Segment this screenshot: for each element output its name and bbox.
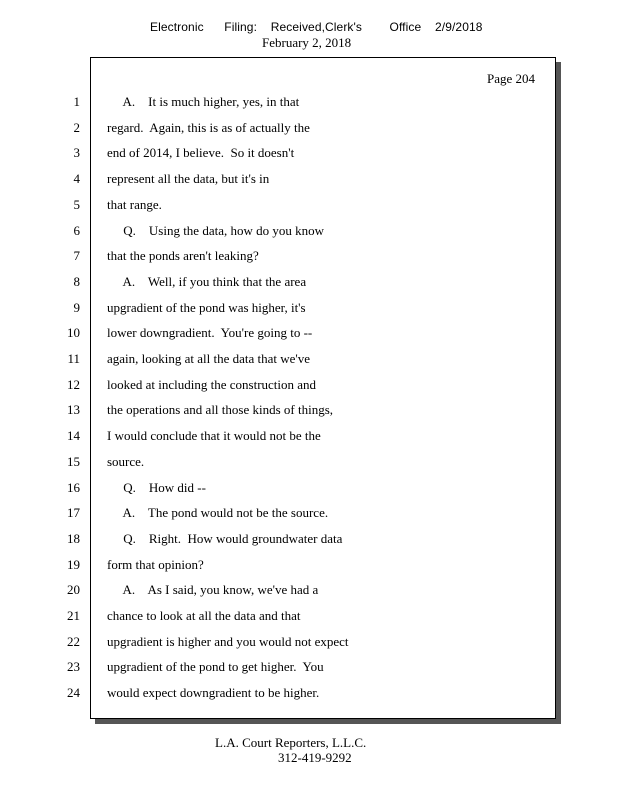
line-text: again, looking at all the data that we've xyxy=(107,351,311,366)
line-text: A. As I said, you know, we've had a xyxy=(107,582,319,597)
line-number: 8 xyxy=(73,274,80,289)
line-text: Q. How did -- xyxy=(107,480,206,495)
line-number: 15 xyxy=(67,454,80,469)
line-text: regard. Again, this is as of actually the xyxy=(107,120,310,135)
line-number: 9 xyxy=(73,300,80,315)
line-text: A. Well, if you think that the area xyxy=(107,274,307,289)
line-text: Q. Using the data, how do you know xyxy=(107,223,325,238)
line-text: represent all the data, but it's in xyxy=(107,171,270,186)
line-number: 7 xyxy=(73,248,80,263)
line-text: upgradient is higher and you would not expect xyxy=(107,634,349,649)
filing-word-received: Received,Clerk's xyxy=(270,20,363,34)
line-number: 13 xyxy=(67,402,80,417)
filing-word-electronic: Electronic xyxy=(150,20,204,34)
line-text: upgradient of the pond was higher, it's xyxy=(107,300,306,315)
line-text: form that opinion? xyxy=(107,557,204,572)
line-number: 17 xyxy=(67,505,80,520)
line-number: 4 xyxy=(73,171,80,186)
line-text: chance to look at all the data and that xyxy=(107,608,301,623)
filing-date-stamp: 2/9/2018 xyxy=(435,20,483,34)
line-text: the operations and all those kinds of things, xyxy=(107,402,334,417)
page-number: Page 204 xyxy=(487,71,536,86)
line-text: I would conclude that it would not be the xyxy=(107,428,321,443)
line-text: upgradient of the pond to get higher. You xyxy=(107,659,324,674)
line-text: that range. xyxy=(107,197,162,212)
line-text: source. xyxy=(107,454,145,469)
line-text: that the ponds aren't leaking? xyxy=(107,248,259,263)
line-number: 23 xyxy=(67,659,80,674)
transcript-date: February 2, 2018 xyxy=(262,35,352,50)
filing-word-office: Office xyxy=(389,20,422,34)
line-number: 6 xyxy=(73,223,80,238)
line-number: 12 xyxy=(67,377,80,392)
filing-stamp xyxy=(150,20,483,34)
line-number: 18 xyxy=(67,531,80,546)
line-number: 16 xyxy=(67,480,80,495)
filing-word-filing: Filing: xyxy=(224,20,258,34)
reporter-company: L.A. Court Reporters, L.L.C. xyxy=(215,735,367,750)
line-number: 11 xyxy=(67,351,80,366)
line-number: 10 xyxy=(67,325,80,340)
line-number: 14 xyxy=(67,428,80,443)
line-text: A. The pond would not be the source. xyxy=(107,505,329,520)
line-text: looked at including the construction and xyxy=(107,377,317,392)
line-text: lower downgradient. You're going to -- xyxy=(107,325,313,340)
line-text: would expect downgradient to be higher. xyxy=(107,685,320,700)
line-text: Q. Right. How would groundwater data xyxy=(107,531,343,546)
reporter-phone: 312-419-9292 xyxy=(278,750,352,765)
line-number: 3 xyxy=(73,145,80,160)
line-number: 21 xyxy=(67,608,80,623)
line-text: A. It is much higher, yes, in that xyxy=(107,94,300,109)
line-number: 1 xyxy=(73,94,80,109)
line-number: 22 xyxy=(67,634,80,649)
line-number: 2 xyxy=(73,120,80,135)
line-number: 5 xyxy=(73,197,80,212)
line-number: 24 xyxy=(67,685,80,700)
line-number: 20 xyxy=(67,582,80,597)
line-text: end of 2014, I believe. So it doesn't xyxy=(107,145,295,160)
line-number: 19 xyxy=(67,557,80,572)
